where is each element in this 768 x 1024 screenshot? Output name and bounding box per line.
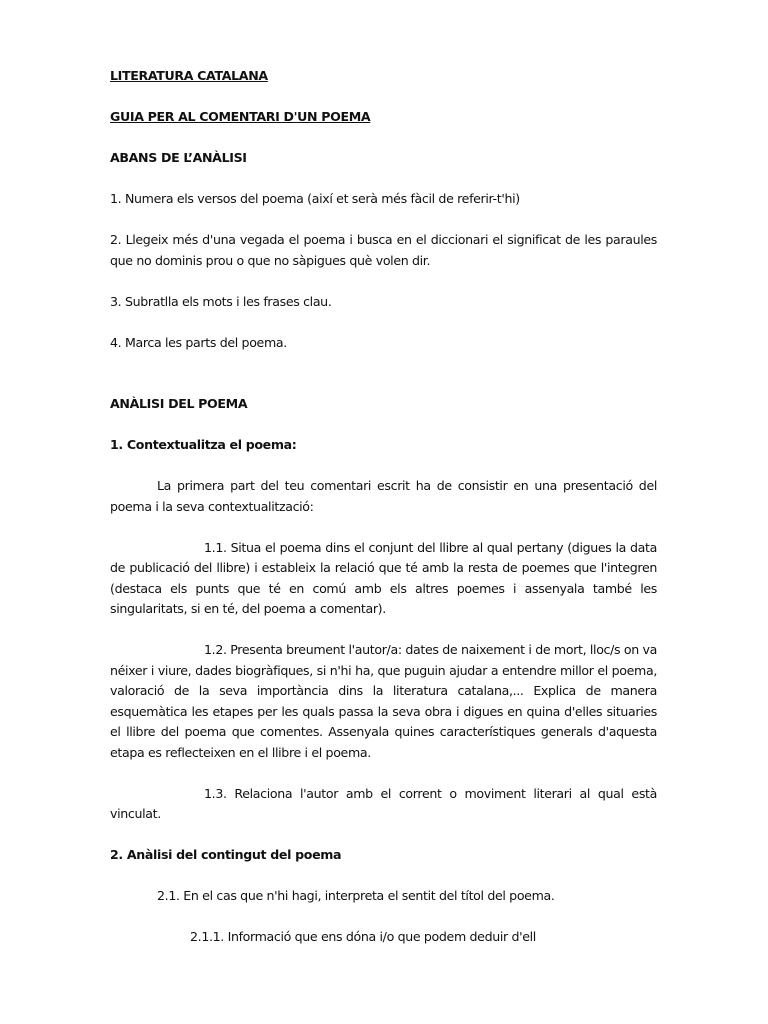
item-1-3: 1.3. Relaciona l'autor amb el corrent o moviment literari al qual està vinculat. <box>110 785 657 821</box>
spacer <box>110 374 657 395</box>
doc-title-guia: GUIA PER AL COMENTARI D'UN POEMA <box>110 109 371 124</box>
intro-paragraph: La primera part del teu comentari escrit ha de consistir en una presentació del poema i la seva contextualització: <box>110 478 657 514</box>
step-1: 1. Numera els versos del poema (així et serà més fàcil de referir-t'hi) <box>110 191 520 206</box>
item-2-1: 2.1. En el cas que n'hi hagi, interpreta el sentit del títol del poema. <box>157 888 555 903</box>
item-1-2: 1.2. Presenta breument l'autor/a: dates de naixement i de mort, lloc/s on va néixer i viure, dades biogràfiques, si n'hi ha, que puguin ajudar a entendre millor el poema, valoració de la seva importància dins la literatura catalana,... Explica de manera esquemàtica les etapes per les quals passa la seva obra i digues en quina d'elles situaries el llibre del poema que comentes. Assenyala quines característiques generals d'aquesta etapa es reflecteixen en el llibre i el poema. <box>110 642 657 760</box>
doc-title-literatura: LITERATURA CATALANA <box>110 68 268 83</box>
section-heading-abans: ABANS DE L’ANÀLISI <box>110 150 247 165</box>
step-4: 4. Marca les parts del poema. <box>110 334 287 350</box>
step-2: 2. Llegeix més d'una vegada el poema i busca en el diccionari el significat de les paraules que no dominis prou o que no sàpigues què volen dir. <box>110 232 657 268</box>
heading-contextualitza: 1. Contextualitza el poema: <box>110 437 297 452</box>
heading-contingut: 2. Anàlisi del contingut del poema <box>110 847 342 862</box>
step-3: 3. Subratlla els mots i les frases clau. <box>110 293 332 309</box>
document-page <box>110 66 657 948</box>
item-1-1: 1.1. Situa el poema dins el conjunt del llibre al qual pertany (digues la data de publicació del llibre) i estableix la relació que té amb la resta de poemes que l'integren (destaca els punts que té en comú amb els altres poemes i assenyala també les singularitats, si en té, del poema a comentar). <box>110 539 657 616</box>
item-2-1-1: 2.1.1. Informació que ens dóna i/o que podem deduir d'ell <box>190 929 536 944</box>
section-heading-analisi: ANÀLISI DEL POEMA <box>110 396 248 411</box>
